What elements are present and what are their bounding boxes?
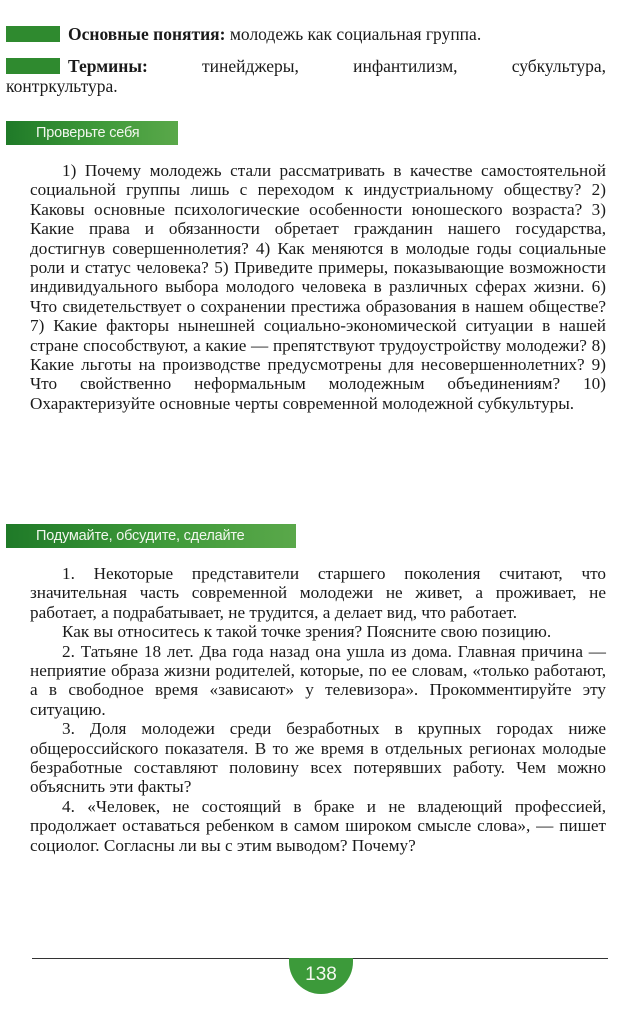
basic-concepts-label: Основные понятия: <box>68 24 226 44</box>
discuss-paragraph: 2. Татьяне 18 лет. Два года назад она ушла из дома. Главная причина — неприятие образа жизни родителей, которые, по ее словам, «только работают, а в свободное время «зависают» у телевизора». Прокомментируйте эту ситуацию. <box>30 641 606 719</box>
discuss-paragraph: 1. Некоторые представители старшего поколения считают, что значительная часть современной молодежи не живет, а проживает, не работает, а подрабатывает, не трудится, а делает вид, что работает. <box>30 564 606 622</box>
check-questions-paragraph: 1) Почему молодежь стали рассматривать в качестве самостоятельной социальной группы лишь с переходом к индустриальному обществу? 2) Каковы основные психологические особенности юношеского возраста? 3) Какие права и обязанности обретает гражданин нашего государства, достигнув совершеннолетия? 4) Как меняются в молодые годы социальные роли и статус человека? 5) Приведите примеры, показывающие возможности индивидуального выбора молодого человека в различных сферах жизни. 6) Что свидетельствует о сохранении престижа образования в нашем обществе? 7) Какие факторы нынешней социально-экономической ситуации в нашей стране способствуют, а какие — препятствуют трудоустройству молодежи? 8) Какие льготы на производстве предусмотрены для несовершеннолетних? 9) Что свойственно неформальным молодежным объединениям? 10) Охарактеризуйте основные черты современной молодежной субкультуры. <box>30 161 606 413</box>
terms-label: Термины: <box>68 56 148 76</box>
terms-text: тинейджеры, инфантилизм, субкультура, <box>202 56 606 76</box>
discuss-paragraph: 3. Доля молодежи среди безработных в крупных городах ниже общероссийского показателя. В то же время в отдельных регионах молодые безработные составляют половину всех потерявших работу. Чем можно объяснить эти факты? <box>30 719 606 797</box>
terms-block <box>6 56 606 96</box>
basic-concepts-text: молодежь как социальная группа. <box>229 24 482 44</box>
section-banner-discuss <box>6 524 296 548</box>
green-marker-icon <box>6 58 60 74</box>
page-number-badge <box>289 958 353 994</box>
green-marker-icon <box>6 26 60 42</box>
discuss-tasks-block <box>30 564 606 855</box>
check-questions-block <box>30 161 606 413</box>
terms-line-1 <box>6 56 606 76</box>
section-title-check: Проверьте себя <box>36 125 140 141</box>
discuss-paragraph: Как вы относитесь к такой точке зрения? Поясните свою позицию. <box>62 622 552 642</box>
section-title-discuss: Подумайте, обсудите, сделайте <box>36 528 245 544</box>
basic-concepts-line <box>6 24 606 44</box>
discuss-paragraph: 4. «Человек, не состоящий в браке и не владеющий профессией, продолжает оставаться ребенком в самом широком смысле слова», — пишет социолог. Согласны ли вы с этим выводом? Почему? <box>30 796 606 855</box>
page-number: 138 <box>305 964 337 985</box>
terms-text-continued: контркультура. <box>6 76 118 96</box>
section-banner-check <box>6 121 178 145</box>
